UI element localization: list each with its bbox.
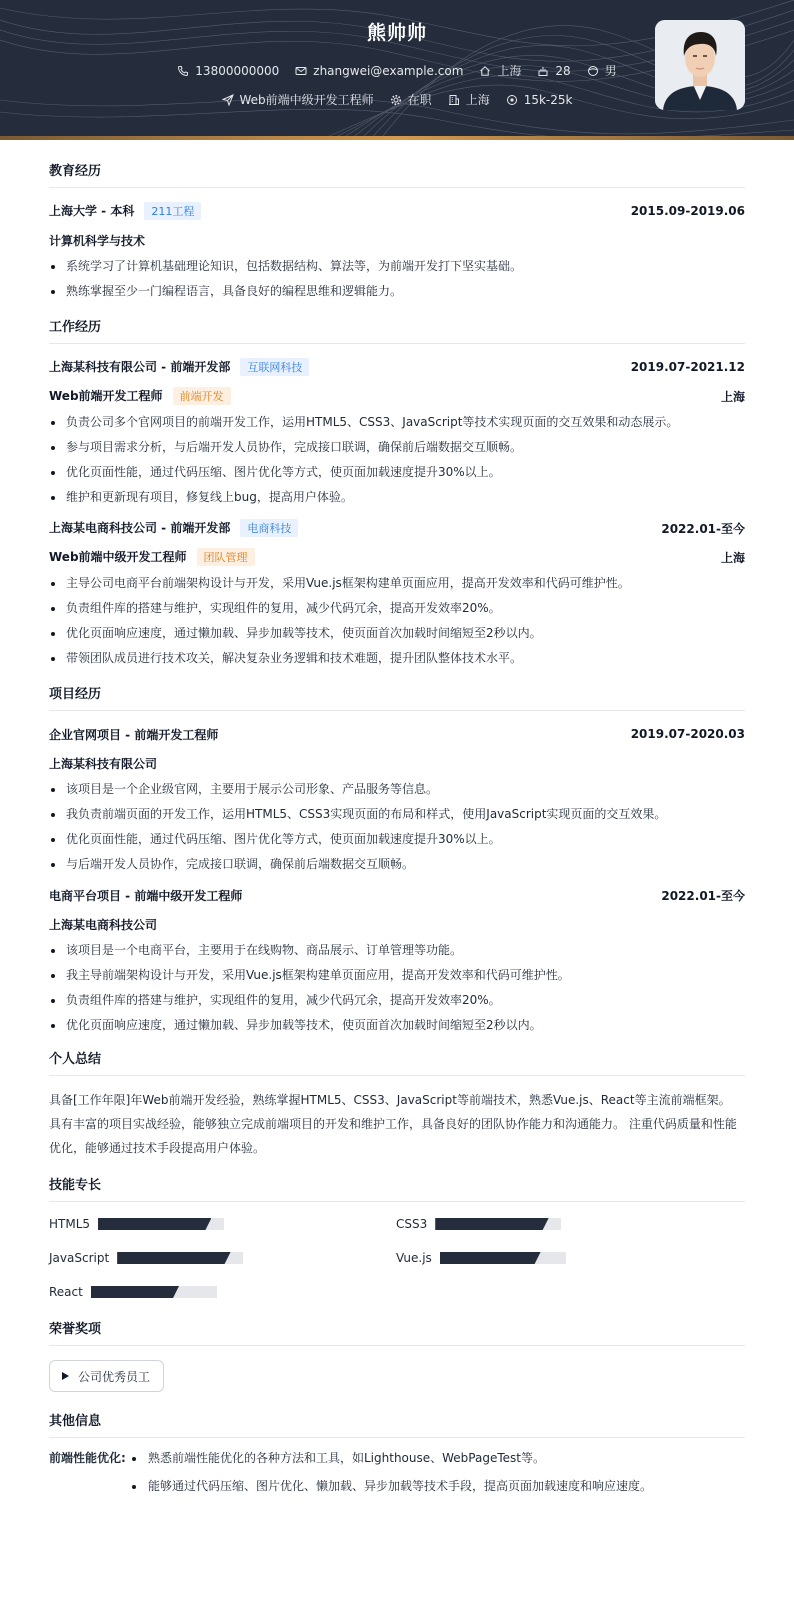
send-icon <box>222 94 234 106</box>
list-item: 该项目是一个电商平台，主要用于在线购物、商品展示、订单管理等功能。 <box>49 942 745 959</box>
project-header-row <box>49 724 745 744</box>
education-section <box>49 160 745 300</box>
education-entry <box>49 201 745 300</box>
target-city-info <box>448 91 490 108</box>
school-tag: 211工程 <box>144 202 201 220</box>
company-name: 上海某电商科技公司 - 前端开发部 <box>49 521 231 535</box>
summary-text: 具备[工作年限]年Web前端开发经验，熟练掌握HTML5、CSS3、JavaScript等前端技术，熟悉Vue.js、React等主流前端框架。 具有丰富的项目实战经验，能够独立完成前端项目的开发和维护工作，具备良好的团队协作能力和沟通能力。 注重代码质量和性能优化，能够通过技术手段提高用户体验。 <box>49 1093 737 1155</box>
status-info <box>390 91 432 108</box>
skill-bar <box>435 1218 561 1230</box>
school-name: 上海大学 - 本科 <box>49 204 135 218</box>
industry-tag: 互联网科技 <box>240 358 309 376</box>
list-item: 负责公司多个官网项目的前端开发工作，运用HTML5、CSS3、JavaScript等技术实现页面的交互效果和动态展示。 <box>49 414 745 431</box>
skill-bar-fill <box>117 1252 230 1264</box>
work-bullets <box>49 575 745 667</box>
job-title-info <box>222 91 374 108</box>
skill-bar-fill <box>98 1218 211 1230</box>
skill-bar <box>440 1252 566 1264</box>
mail-icon <box>295 65 307 77</box>
position-line <box>49 548 255 566</box>
skill-name: JavaScript <box>49 1251 110 1265</box>
list-item: 主导公司电商平台前端架构设计与开发，采用Vue.js框架构建单页面应用，提高开发效率和代码可维护性。 <box>49 575 745 592</box>
skill-name: HTML5 <box>49 1217 91 1231</box>
list-item: 该项目是一个企业级官网，主要用于展示公司形象、产品服务等信息。 <box>49 781 745 798</box>
email-text: zhangwei@example.com <box>313 63 464 78</box>
major-row <box>49 230 745 250</box>
skill-bar <box>91 1286 217 1298</box>
project-bullets <box>49 781 745 873</box>
gender-text: 男 <box>604 64 617 78</box>
list-item: 优化页面性能，通过代码压缩、图片优化等方式，使页面加载速度提升30%以上。 <box>49 831 745 848</box>
education-bullets <box>49 258 745 300</box>
skill-name: CSS3 <box>396 1217 428 1231</box>
candidate-name: 熊帅帅 <box>366 22 427 44</box>
skill-bar <box>98 1218 224 1230</box>
skills-grid <box>49 1216 745 1300</box>
education-date: 2015.09-2019.06 <box>630 204 745 218</box>
list-item: 我主导前端架构设计与开发，采用Vue.js框架构建单页面应用，提高开发效率和代码可维护性。 <box>49 967 745 984</box>
work-title: 工作经历 <box>49 316 745 344</box>
skill-item <box>396 1216 696 1232</box>
skill-item <box>49 1216 396 1232</box>
salary-text: 15k-25k <box>523 92 573 107</box>
position-name: Web前端中级开发工程师 <box>49 550 187 564</box>
salary-info <box>506 93 573 107</box>
work-city: 上海 <box>720 389 745 404</box>
other-info-block <box>49 1450 745 1506</box>
skill-bar <box>117 1252 243 1264</box>
list-item: 系统学习了计算机基础理论知识，包括数据结构、算法等，为前端开发打下坚实基础。 <box>49 258 745 275</box>
project-name: 电商平台项目 - 前端中级开发工程师 <box>49 888 243 903</box>
work-date: 2019.07-2021.12 <box>630 360 745 374</box>
position-line <box>49 387 231 405</box>
list-item: 我负责前端页面的开发工作，运用HTML5、CSS3实现页面的布局和样式，使用JavaScript实现页面的交互效果。 <box>49 806 745 823</box>
home-icon <box>479 65 491 77</box>
project-entry <box>49 724 745 873</box>
location-info <box>479 62 521 79</box>
list-item: 负责组件库的搭建与维护，实现组件的复用，减少代码冗余，提高开发效率20%。 <box>49 600 745 617</box>
skill-item <box>49 1284 396 1300</box>
work-entry <box>49 357 745 506</box>
summary-section <box>49 1048 745 1160</box>
work-date: 2022.01-至今 <box>661 521 745 536</box>
work-city: 上海 <box>720 550 745 565</box>
gear-icon <box>390 94 402 106</box>
company-line <box>49 519 298 537</box>
summary-title: 个人总结 <box>49 1048 745 1076</box>
skill-bar-fill <box>91 1286 179 1298</box>
project-company: 上海某电商科技公司 <box>49 917 158 932</box>
list-item: 带领团队成员进行技术攻关，解决复杂业务逻辑和技术难题，提升团队整体技术水平。 <box>49 650 745 667</box>
skill-name: Vue.js <box>396 1251 432 1265</box>
other-list <box>129 1450 652 1506</box>
skills-section <box>49 1174 745 1300</box>
projects-title: 项目经历 <box>49 683 745 711</box>
school-line <box>49 202 201 220</box>
other-label: 前端性能优化: <box>49 1451 126 1465</box>
list-item: 能够通过代码压缩、图片优化、懒加载、异步加载等技术手段，提高页面加载速度和响应速度。 <box>129 1478 652 1495</box>
work-header-row <box>49 518 745 538</box>
other-section <box>49 1410 745 1506</box>
skill-bar-fill <box>435 1218 548 1230</box>
age-info <box>537 64 570 78</box>
project-entry <box>49 885 745 1034</box>
project-header-row <box>49 885 745 905</box>
project-bullets <box>49 942 745 1034</box>
work-bullets <box>49 414 745 506</box>
location-text: 上海 <box>497 64 522 78</box>
position-row <box>49 547 745 567</box>
phone-icon <box>177 65 189 77</box>
cake-icon <box>537 65 549 77</box>
building-icon <box>448 94 460 106</box>
education-title: 教育经历 <box>49 160 745 188</box>
position-name: Web前端开发工程师 <box>49 389 163 403</box>
target-city-text: 上海 <box>465 93 490 107</box>
list-item: 熟悉前端性能优化的各种方法和工具，如Lighthouse、WebPageTest等。 <box>129 1450 652 1467</box>
list-item: 优化页面响应速度，通过懒加载、异步加载等技术，使页面首次加载时间缩短至2秒以内。 <box>49 625 745 642</box>
job-title-text: Web前端中级开发工程师 <box>239 93 374 107</box>
major-name: 计算机科学与技术 <box>49 233 146 248</box>
company-line <box>49 358 309 376</box>
award-name: 公司优秀员工 <box>78 1369 151 1384</box>
awards-title: 荣誉奖项 <box>49 1318 745 1346</box>
age-text: 28 <box>555 63 571 78</box>
list-item: 熟练掌握至少一门编程语言，具备良好的编程思维和逻辑能力。 <box>49 283 745 300</box>
resume-content <box>0 160 794 1506</box>
industry-tag: 电商科技 <box>240 519 298 537</box>
list-item: 优化页面性能，通过代码压缩、图片优化等方式，使页面加载速度提升30%以上。 <box>49 464 745 481</box>
caret-right-icon <box>62 1372 69 1380</box>
profile-photo-image <box>655 20 745 110</box>
skill-item <box>396 1250 696 1266</box>
awards-section <box>49 1318 745 1392</box>
list-item: 维护和更新现有项目，修复线上bug，提高用户体验。 <box>49 489 745 506</box>
skill-item <box>49 1250 396 1266</box>
list-item: 与后端开发人员协作，完成接口联调，确保前后端数据交互顺畅。 <box>49 856 745 873</box>
project-date: 2019.07-2020.03 <box>630 727 745 741</box>
header-accent-bar <box>0 136 794 140</box>
position-row <box>49 386 745 406</box>
coin-icon <box>506 94 518 106</box>
project-company: 上海某科技有限公司 <box>49 756 158 771</box>
avatar <box>655 20 745 110</box>
project-name: 企业官网项目 - 前端开发工程师 <box>49 727 219 742</box>
list-item: 参与项目需求分析，与后端开发人员协作，完成接口联调，确保前后端数据交互顺畅。 <box>49 439 745 456</box>
list-item: 负责组件库的搭建与维护，实现组件的复用，减少代码冗余，提高开发效率20%。 <box>49 992 745 1009</box>
projects-section <box>49 683 745 1034</box>
email-info <box>295 64 463 78</box>
skill-bar-fill <box>440 1252 541 1264</box>
company-name: 上海某科技有限公司 - 前端开发部 <box>49 360 231 374</box>
position-tag: 团队管理 <box>197 548 255 566</box>
work-entry <box>49 518 745 667</box>
skills-title: 技能专长 <box>49 1174 745 1202</box>
resume-header <box>0 0 794 140</box>
project-date: 2022.01-至今 <box>661 888 745 903</box>
project-company-row <box>49 914 745 934</box>
other-title: 其他信息 <box>49 1410 745 1438</box>
phone-text: 13800000000 <box>195 63 280 78</box>
work-section <box>49 316 745 667</box>
status-text: 在职 <box>407 93 432 107</box>
user-icon <box>587 65 599 77</box>
phone-info <box>177 64 279 78</box>
gender-info <box>587 62 617 79</box>
skill-name: React <box>49 1285 83 1299</box>
work-header-row <box>49 357 745 377</box>
position-tag: 前端开发 <box>173 387 231 405</box>
list-item: 优化页面响应速度，通过懒加载、异步加载等技术，使页面首次加载时间缩短至2秒以内。 <box>49 1017 745 1034</box>
award-toggle[interactable] <box>49 1360 164 1392</box>
education-header-row <box>49 201 745 221</box>
project-company-row <box>49 753 745 773</box>
